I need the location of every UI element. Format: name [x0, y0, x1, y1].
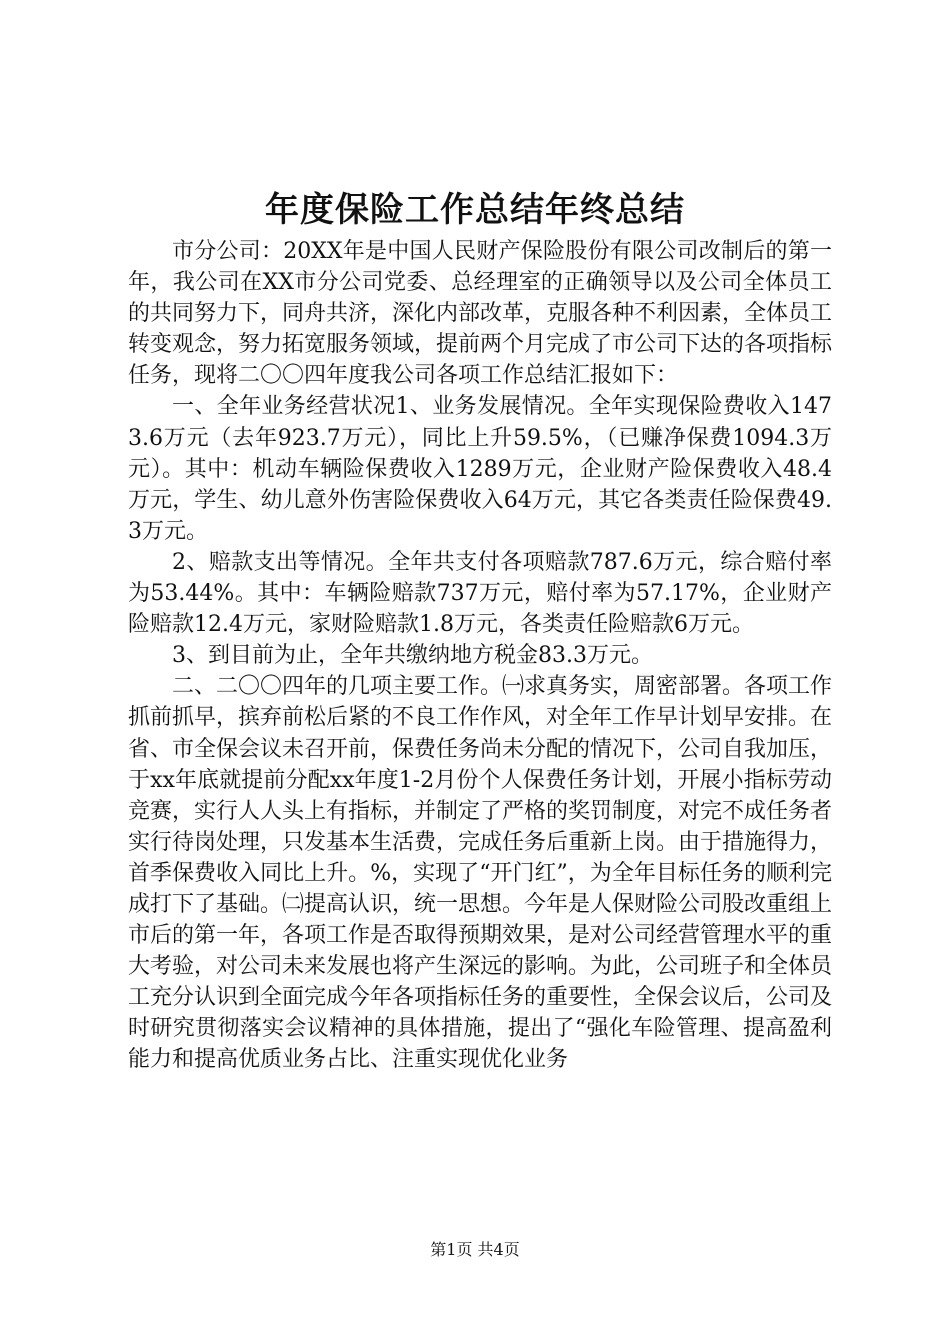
paragraph-claims: 2、赔款支出等情况。全年共支付各项赔款787.6万元，综合赔付率为53.44%。其中：车辆险赔款737万元，赔付率为57.17%，企业财产险赔款12.4万元，家财险赔款1.8万元，各类责任险赔款6万元。: [128, 549, 832, 638]
paragraph-business-status: 一、全年业务经营状况1、业务发展情况。全年实现保险费收入1473.6万元（去年923.7万元），同比上升59.5%，（已赚净保费1094.3万元）。其中：机动车辆险保费收入1289万元，企业财产险保费收入48.4万元，学生、幼儿意外伤害险保费收入64万元，其它各类责任险保费49.3万元。: [128, 394, 832, 544]
document-body: [128, 236, 832, 1076]
paragraph-intro: 市分公司：20XX年是中国人民财产保险股份有限公司改制后的第一年，我公司在XX市分公司党委、总经理室的正确领导以及公司全体员工的共同努力下，同舟共济，深化内部改革，克服各种不利因素，全体员工转变观念，努力拓宽服务领域，提前两个月完成了市公司下达的各项指标任务，现将二〇〇四年度我公司各项工作总结汇报如下：: [128, 239, 833, 389]
paragraph-taxes: 3、到目前为止，全年共缴纳地方税金83.3万元。: [172, 643, 653, 669]
document-title: 年度保险工作总结年终总结: [265, 190, 685, 230]
page-number-footer: 第1页 共4页: [430, 1240, 520, 1259]
paragraph-main-work: 二、二〇〇四年的几项主要工作。㈠求真务实，周密部署。各项工作抓前抓早，摈弃前松后紧的不良工作作风，对全年工作早计划早安排。在省、市全保会议未召开前，保费任务尚未分配的情况下，公司自我加压，于xx年底就提前分配xx年度1-2月份个人保费任务计划，开展小指标劳动竞赛，实行人人头上有指标，并制定了严格的奖罚制度，对完不成任务者实行待岗处理，只发基本生活费，完成任务后重新上岗。由于措施得力，首季保费收入同比上升。%，实现了“开门红”，为全年目标任务的顺利完成打下了基础。㈡提高认识，统一思想。今年是人保财险公司股改重组上市后的第一年，各项工作是否取得预期效果，是对公司经营管理水平的重大考验，对公司未来发展也将产生深远的影响。为此，公司班子和全体员工充分认识到全面完成今年各项指标任务的重要性，全保会议后，公司及时研究贯彻落实会议精神的具体措施，提出了“强化车险管理、提高盈利能力和提高优质业务占比、注重实现优化业务: [128, 674, 833, 1073]
